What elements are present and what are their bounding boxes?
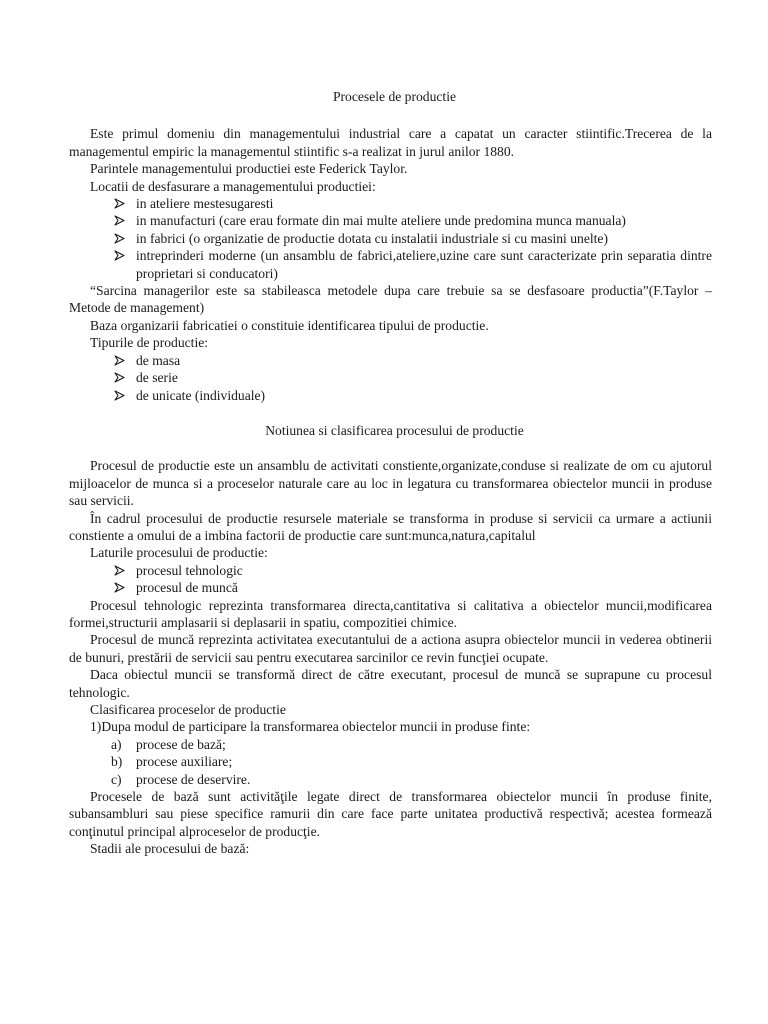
list-tipuri [69, 352, 712, 404]
paragraph-clasificare: Clasificarea proceselor de productie [90, 702, 286, 717]
paragraph-procese-baza: Procesele de bază sunt activităţile legate direct de transformarea obiectelor muncii în produse finite, subansambluri sau piese specifice ramurii din care face parte unitatea productivă respectivă; acestea formează conţinutul principal alproceselor de producţie. [69, 789, 712, 839]
list-procese [69, 736, 712, 788]
paragraph-proces-tehnologic: Procesul tehnologic reprezinta transformarea directa,cantitativa si calitativa a obiectelor muncii,modificarea formei,structurii amplasarii si deplasarii in spatiu, compozitiei chimice. [69, 597, 712, 630]
paragraph-criteriu: 1)Dupa modul de participare la transformarea obiectelor muncii in produse finte: [90, 719, 531, 735]
list-item: procesul de muncă [69, 579, 712, 596]
paragraph-intro: Este primul domeniu din managementului industrial care a capatat un caracter stiintific.Trecerea de la managementul empiric la managementul stiintific s-a realizat in jurul anilor 1880. [69, 126, 712, 159]
list-item: intreprinderi moderne (un ansamblu de fabrici,ateliere,uzine care sunt caracterizate prin separatia dintre proprietari si conducatori) [69, 247, 712, 282]
arrow-bullet-icon [114, 387, 128, 404]
list-item: procesul tehnologic [69, 562, 712, 579]
paragraph-resurse: În cadrul procesului de productie resursele materiale se transforma in produse si servicii ca urmare a actiunii constiente a omului de a imbina factorii de productie care sunt:munca,natura,capitalul [69, 510, 712, 543]
document-title: Procesele de productie [332, 89, 457, 104]
paragraph-suprapunere: Daca obiectul muncii se transformă direct de către executant, procesul de muncă se suprapune cu procesul tehnologic. [69, 667, 712, 700]
paragraph-stadii: Stadii ale procesului de bază: [90, 841, 250, 857]
paragraph-laturi: Laturile procesului de productie: [90, 545, 268, 561]
list-item: de serie [69, 369, 712, 386]
arrow-bullet-icon [114, 230, 128, 247]
paragraph-locatii: Locatii de desfasurare a managementului productiei: [90, 178, 376, 194]
list-item: de unicate (individuale) [69, 387, 712, 404]
list-item: c) procese de deservire. [111, 771, 251, 787]
arrow-bullet-icon [114, 212, 128, 229]
arrow-bullet-icon [114, 247, 128, 264]
list-item: in fabrici (o organizatie de productie dotata cu instalatii industriale si cu masini unelte) [69, 230, 712, 247]
arrow-bullet-icon [114, 369, 128, 386]
paragraph-definitie: Procesul de productie este un ansamblu de activitati constiente,organizate,conduse si realizate de om cu ajutorul mijloacelor de munca si a proceselor naturale care au loc in legatura cu transformarea obiectelor muncii in produse sau servicii. [69, 458, 712, 509]
list-laturi [69, 562, 712, 597]
paragraph-taylor: Parintele managementului productiei este Federick Taylor. [90, 161, 408, 177]
arrow-bullet-icon [114, 579, 128, 596]
list-item: in ateliere mestesugaresti [69, 195, 712, 212]
arrow-bullet-icon [114, 562, 128, 579]
section-subtitle: Notiunea si clasificarea procesului de productie [265, 422, 524, 438]
list-item: b) procese auxiliare; [111, 754, 233, 770]
list-item: a) procese de bază; [111, 736, 226, 752]
list-item: in manufacturi (care erau formate din mai multe ateliere unde predomina munca manuala) [69, 212, 712, 229]
paragraph-quote: “Sarcina managerilor este sa stabileasca metodele dupa care trebuie sa se desfasoare productia”(F.Taylor – Metode de management) [69, 283, 712, 316]
arrow-bullet-icon [114, 195, 128, 212]
paragraph-proces-munca: Procesul de muncă reprezinta activitatea executantului de a actiona asupra obiectelor muncii in vederea obtinerii de bunuri, prestării de servicii sau pentru executarea sarcinilor ce revin funcţiei ocupate. [69, 632, 712, 665]
list-item: de masa [69, 352, 712, 369]
paragraph-baza: Baza organizarii fabricatiei o constituie identificarea tipului de productie. [90, 317, 489, 333]
paragraph-tipuri: Tipurile de productie: [90, 335, 209, 351]
list-locatii [69, 195, 712, 282]
arrow-bullet-icon [114, 352, 128, 369]
